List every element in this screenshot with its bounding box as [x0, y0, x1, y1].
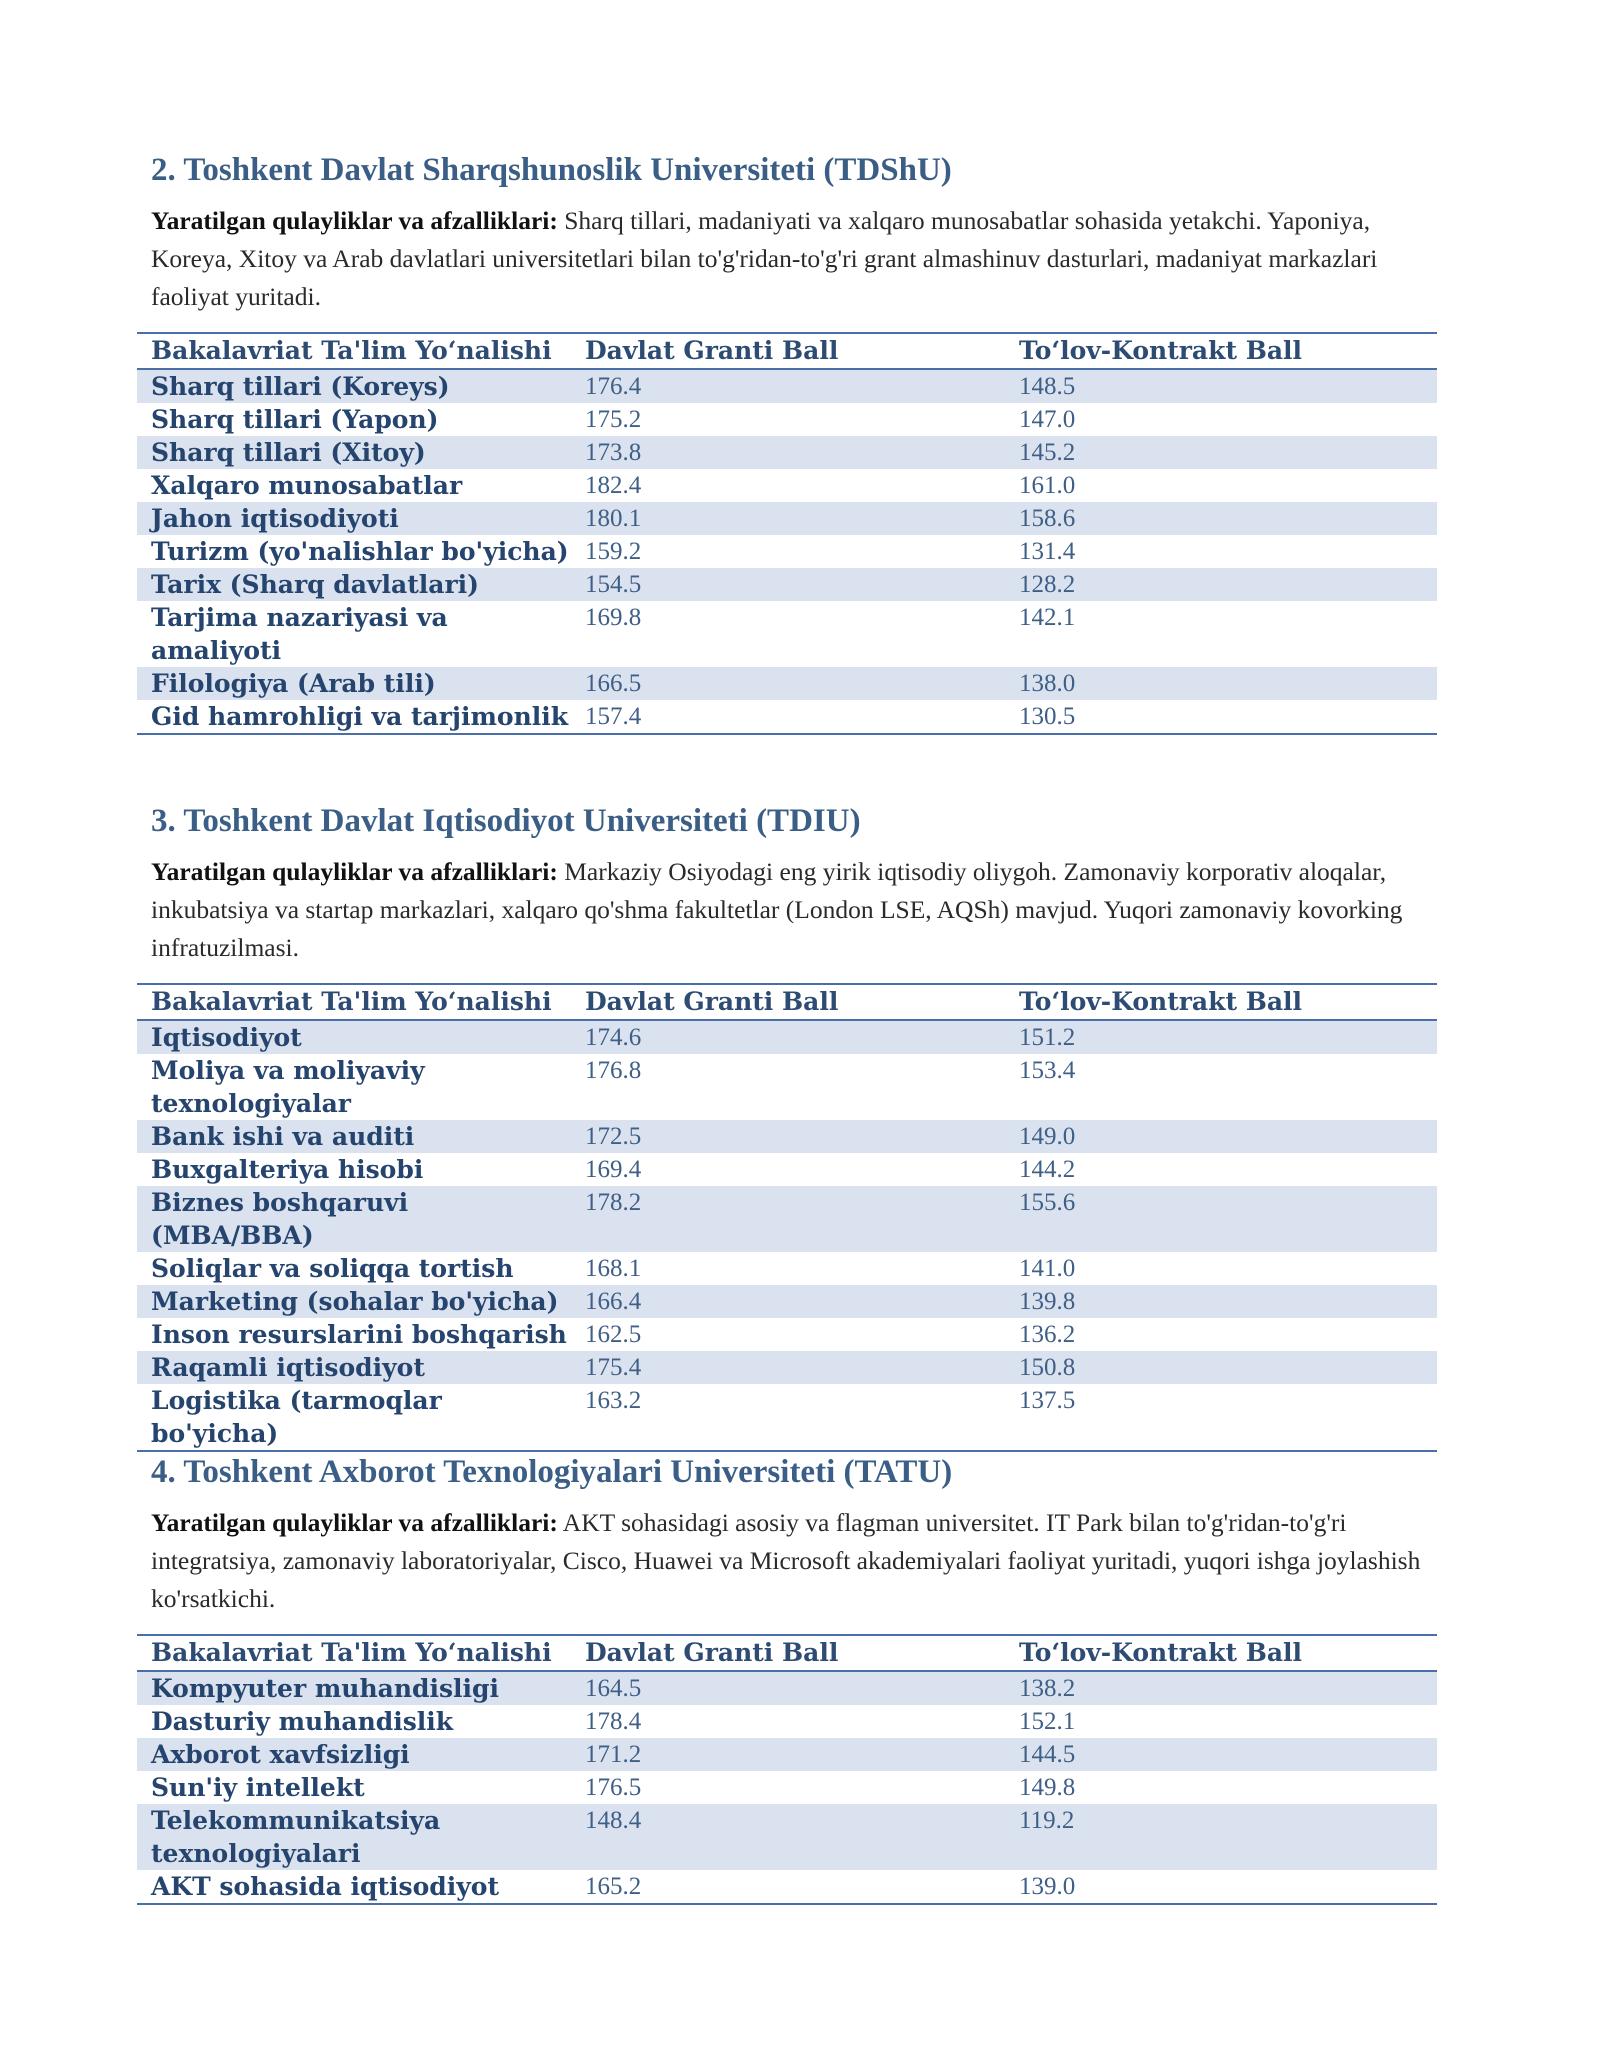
section-tdshu [137, 150, 1437, 735]
intro-text: Markaziy Osiyodagi eng yirik iqtisodiy oliygoh. Zamonaviy korporativ aloqalar, inkubatsiya va startap markazlari, xalqaro qo'shma fakultetlar (London LSE, AQSh) mavjud. Yuqori zamonaviy kovorking infratuzilmasi. [151, 857, 1403, 962]
contract-score: 153.4 [1019, 1057, 1076, 1084]
contract-score: 144.2 [1019, 1156, 1076, 1183]
table-row [137, 1120, 1437, 1153]
contract-score: 145.2 [1005, 436, 1437, 469]
contract-score: 142.1 [1019, 604, 1076, 631]
grant-score: 162.5 [585, 1321, 642, 1348]
table-row [137, 502, 1437, 535]
table-row [137, 1671, 1437, 1705]
grant-score: 157.4 [571, 700, 1005, 734]
grant-score: 154.5 [571, 568, 1005, 601]
table-row [137, 1318, 1437, 1351]
contract-score: 152.1 [1019, 1708, 1076, 1735]
grant-score: 176.5 [585, 1774, 642, 1801]
direction-name: Soliqlar va soliqqa tortish [151, 1254, 514, 1283]
grant-score: 175.4 [571, 1351, 1005, 1384]
table-row [137, 1252, 1437, 1285]
intro-label: Yaratilgan qulayliklar va afzalliklari: [151, 1508, 558, 1537]
table-row [137, 535, 1437, 568]
intro-label: Yaratilgan qulayliklar va afzalliklari: [151, 857, 558, 886]
table-row [137, 369, 1437, 403]
direction-name: Biznes boshqaruvi (MBA/BBA) [137, 1186, 571, 1252]
direction-name: Filologiya (Arab tili) [137, 667, 571, 700]
header-direction: Bakalavriat Ta'lim Yo‘nalishi [137, 1635, 571, 1671]
section-tatu [137, 1452, 1437, 1905]
direction-name: Sharq tillari (Xitoy) [137, 436, 571, 469]
grant-score: 180.1 [571, 502, 1005, 535]
direction-name: Dasturiy muhandislik [151, 1707, 454, 1736]
header-grant: Davlat Granti Ball [571, 333, 1005, 369]
header-contract: To‘lov-Kontrakt Ball [1005, 984, 1437, 1020]
table-row [137, 436, 1437, 469]
table-header-row [137, 1635, 1437, 1671]
table-row [137, 1738, 1437, 1771]
grant-score: 159.2 [585, 538, 642, 565]
section-intro [151, 853, 1441, 967]
contract-score: 119.2 [1005, 1804, 1437, 1870]
grant-score: 166.5 [571, 667, 1005, 700]
grant-score: 182.4 [585, 472, 642, 499]
intro-text: AKT sohasidagi asosiy va flagman universitet. IT Park bilan to'g'ridan-to'g'ri integratsiya, zamonaviy laboratoriyalar, Cisco, Huawei va Microsoft akademiyalari faoliyat yuritadi, yuqori ishga joylashish ko'rsatkichi. [151, 1508, 1421, 1613]
table-row [137, 1186, 1437, 1252]
contract-score: 149.0 [1005, 1120, 1437, 1153]
contract-score: 136.2 [1019, 1321, 1076, 1348]
direction-name: Logistika (tarmoqlar bo'yicha) [137, 1384, 571, 1451]
contract-score: 138.2 [1005, 1671, 1437, 1705]
direction-name: Tarix (Sharq davlatlari) [137, 568, 571, 601]
section-tdiu [137, 801, 1437, 1452]
table-row [137, 403, 1437, 436]
grant-score: 169.8 [585, 604, 642, 631]
direction-name: Bank ishi va auditi [137, 1120, 571, 1153]
header-contract: To‘lov-Kontrakt Ball [1005, 333, 1437, 369]
contract-score: 131.4 [1019, 538, 1076, 565]
direction-name: Jahon iqtisodiyoti [137, 502, 571, 535]
table-row [137, 568, 1437, 601]
grant-score: 176.4 [571, 369, 1005, 403]
grant-score: 166.4 [571, 1285, 1005, 1318]
contract-score: 141.0 [1019, 1255, 1076, 1282]
table-row [137, 1771, 1437, 1804]
direction-name: Iqtisodiyot [137, 1020, 571, 1054]
direction-name: Marketing (sohalar bo'yicha) [137, 1285, 571, 1318]
contract-score: 158.6 [1005, 502, 1437, 535]
direction-name: Xalqaro munosabatlar [151, 471, 463, 500]
intro-label: Yaratilgan qulayliklar va afzalliklari: [151, 206, 558, 235]
header-direction: Bakalavriat Ta'lim Yo‘nalishi [137, 984, 571, 1020]
table-row [137, 1020, 1437, 1054]
table-row [137, 1384, 1437, 1451]
direction-name: Sharq tillari (Yapon) [151, 405, 439, 434]
contract-score: 130.5 [1005, 700, 1437, 734]
table-row [137, 1054, 1437, 1120]
direction-name: Moliya va moliyaviy texnologiyalar [151, 1056, 425, 1118]
grant-score: 165.2 [571, 1870, 1005, 1904]
direction-name: Tarjima nazariyasi va amaliyoti [151, 603, 448, 665]
contract-score: 151.2 [1005, 1020, 1437, 1054]
table-row [137, 1804, 1437, 1870]
grant-score: 164.5 [571, 1671, 1005, 1705]
contract-score: 149.8 [1019, 1774, 1076, 1801]
section-heading: 3. Toshkent Davlat Iqtisodiyot Universiteti (TDIU) [151, 803, 861, 839]
direction-name: Telekommunikatsiya texnologiyalari [137, 1804, 571, 1870]
header-direction: Bakalavriat Ta'lim Yo‘nalishi [137, 333, 571, 369]
table-header-row [137, 333, 1437, 369]
header-grant: Davlat Granti Ball [571, 1635, 1005, 1671]
grant-score: 172.5 [571, 1120, 1005, 1153]
direction-name: Turizm (yo'nalishlar bo'yicha) [151, 537, 569, 566]
contract-score: 147.0 [1019, 406, 1076, 433]
table-row [137, 700, 1437, 734]
table-row [137, 1153, 1437, 1186]
direction-name: Gid hamrohligi va tarjimonlik [137, 700, 571, 734]
contract-score: 155.6 [1005, 1186, 1437, 1252]
section-intro [151, 1504, 1441, 1618]
section-heading: 4. Toshkent Axborot Texnologiyalari Universiteti (TATU) [151, 1454, 953, 1490]
grant-score: 174.6 [571, 1020, 1005, 1054]
table-row [137, 601, 1437, 667]
scores-table [137, 983, 1437, 1452]
table-row [137, 1285, 1437, 1318]
table-row [137, 469, 1437, 502]
direction-name: Buxgalteriya hisobi [151, 1155, 424, 1184]
direction-name: Axborot xavfsizligi [137, 1738, 571, 1771]
table-row [137, 1870, 1437, 1904]
contract-score: 137.5 [1005, 1384, 1437, 1451]
table-row [137, 1351, 1437, 1384]
contract-score: 139.8 [1005, 1285, 1437, 1318]
direction-name: Sharq tillari (Koreys) [137, 369, 571, 403]
grant-score: 163.2 [571, 1384, 1005, 1451]
direction-name: Inson resurslarini boshqarish [151, 1320, 567, 1349]
direction-name: Kompyuter muhandisligi [137, 1671, 571, 1705]
direction-name: AKT sohasida iqtisodiyot [137, 1870, 571, 1904]
intro-text: Sharq tillari, madaniyati va xalqaro munosabatlar sohasida yetakchi. Yaponiya, Koreya, Xitoy va Arab davlatlari universitetlari bilan to'g'ridan-to'g'ri grant almashinuv dasturlari, madaniyat markazlari faoliyat yuritadi. [151, 206, 1378, 311]
grant-score: 178.2 [571, 1186, 1005, 1252]
table-header-row [137, 984, 1437, 1020]
section-heading: 2. Toshkent Davlat Sharqshunoslik Universiteti (TDShU) [151, 152, 952, 188]
section-intro [151, 202, 1441, 316]
direction-name: Sun'iy intellekt [151, 1773, 365, 1802]
contract-score: 128.2 [1005, 568, 1437, 601]
grant-score: 148.4 [571, 1804, 1005, 1870]
scores-table [137, 332, 1437, 735]
table-row [137, 667, 1437, 700]
header-contract: To‘lov-Kontrakt Ball [1005, 1635, 1437, 1671]
grant-score: 175.2 [585, 406, 642, 433]
grant-score: 168.1 [585, 1255, 642, 1282]
contract-score: 144.5 [1005, 1738, 1437, 1771]
contract-score: 150.8 [1005, 1351, 1437, 1384]
contract-score: 161.0 [1019, 472, 1076, 499]
table-row [137, 1705, 1437, 1738]
grant-score: 171.2 [571, 1738, 1005, 1771]
grant-score: 176.8 [585, 1057, 642, 1084]
header-grant: Davlat Granti Ball [571, 984, 1005, 1020]
grant-score: 173.8 [571, 436, 1005, 469]
contract-score: 148.5 [1005, 369, 1437, 403]
scores-table [137, 1634, 1437, 1905]
contract-score: 139.0 [1005, 1870, 1437, 1904]
grant-score: 169.4 [585, 1156, 642, 1183]
direction-name: Raqamli iqtisodiyot [137, 1351, 571, 1384]
contract-score: 138.0 [1005, 667, 1437, 700]
grant-score: 178.4 [585, 1708, 642, 1735]
